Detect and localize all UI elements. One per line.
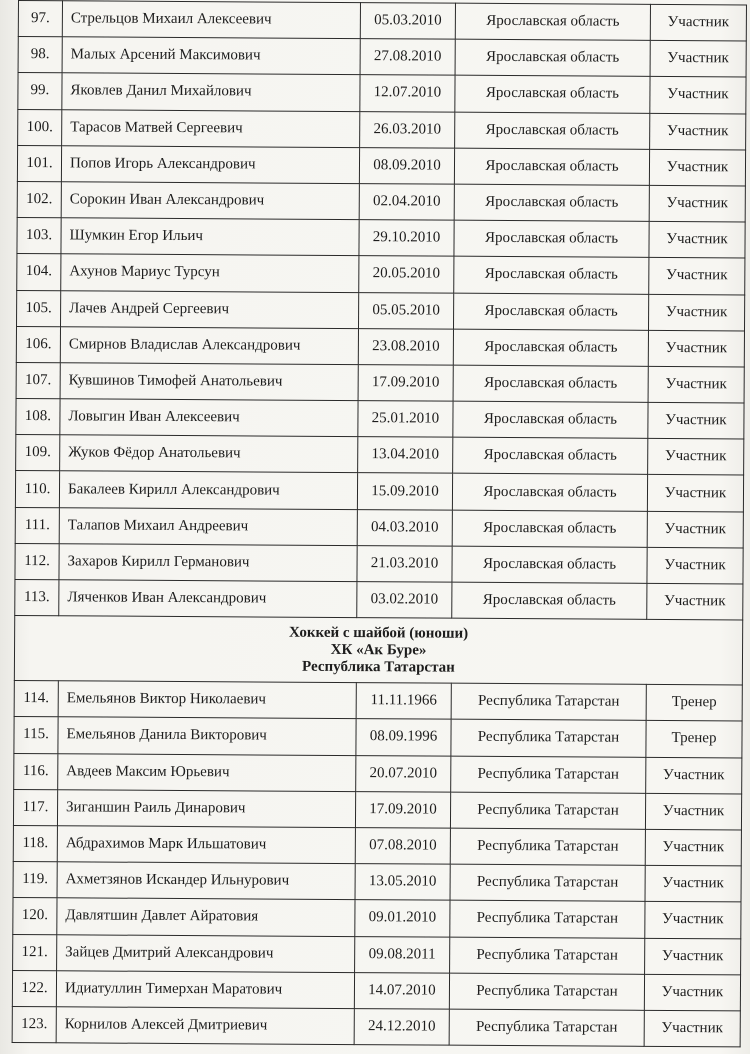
row-number-cell: 100. — [18, 109, 62, 145]
table-row — [14, 717, 742, 758]
birth-date-cell: 17.09.2010 — [358, 364, 453, 401]
role-cell: Участник — [649, 258, 745, 295]
birth-date-cell: 07.08.2010 — [355, 828, 450, 865]
role-cell: Участник — [645, 865, 741, 902]
region-cell: Ярославская область — [453, 329, 648, 366]
birth-date-cell: 29.10.2010 — [359, 220, 454, 257]
role-cell: Участник — [645, 938, 741, 975]
person-name-cell: Бакалеев Кирилл Александрович — [59, 471, 357, 509]
table-row — [13, 934, 741, 975]
person-name-cell: Корнилов Алексей Дмитриевич — [56, 1007, 354, 1045]
region-cell: Ярославская область — [453, 437, 648, 474]
row-number-cell: 109. — [16, 435, 60, 471]
birth-date-cell: 02.04.2010 — [359, 184, 454, 221]
person-name-cell: Емельянов Виктор Николаевич — [58, 681, 356, 719]
table-row — [18, 37, 746, 78]
section-header-row — [14, 616, 742, 685]
person-name-cell: Авдеев Максим Юрьевич — [58, 753, 356, 791]
table-row — [16, 326, 744, 367]
row-number-cell: 104. — [17, 254, 61, 290]
section-line1: Хоккей с шайбой (юноши) — [289, 624, 469, 642]
row-number-cell: 119. — [13, 862, 57, 898]
row-number-cell: 113. — [15, 579, 59, 615]
table-row — [17, 181, 745, 222]
birth-date-cell: 14.07.2010 — [354, 972, 449, 1009]
role-cell: Участник — [648, 294, 744, 331]
role-cell: Участник — [644, 1010, 740, 1047]
region-cell: Ярославская область — [453, 401, 648, 438]
row-number-cell: 118. — [13, 825, 57, 861]
table-row — [13, 789, 741, 830]
role-cell: Участник — [648, 330, 744, 367]
region-cell: Ярославская область — [452, 510, 647, 547]
section-line3: Республика Татарстан — [302, 658, 455, 676]
region-cell: Республика Татарстан — [450, 828, 645, 865]
birth-date-cell: 05.05.2010 — [359, 292, 454, 329]
table-row — [13, 862, 741, 903]
region-cell: Ярославская область — [452, 474, 647, 511]
participants-table-sheet — [12, 0, 748, 1048]
table-row — [18, 109, 746, 150]
table-row — [17, 218, 745, 259]
role-cell: Участник — [650, 113, 746, 150]
person-name-cell: Попов Игорь Александрович — [61, 146, 359, 184]
region-cell: Республика Татарстан — [449, 973, 644, 1010]
birth-date-cell: 24.12.2010 — [354, 1008, 449, 1045]
birth-date-cell: 20.05.2010 — [359, 256, 454, 293]
region-cell: Ярославская область — [455, 76, 650, 113]
birth-date-cell: 12.07.2010 — [360, 75, 455, 112]
person-name-cell: Малых Арсений Максимович — [62, 37, 360, 75]
birth-date-cell: 09.01.2010 — [355, 900, 450, 937]
role-cell: Участник — [645, 829, 741, 866]
role-cell: Участник — [647, 475, 743, 512]
table-row — [16, 362, 744, 403]
row-number-cell: 106. — [16, 326, 60, 362]
row-number-cell: 99. — [18, 73, 62, 109]
role-cell: Участник — [650, 41, 746, 78]
person-name-cell: Лачев Андрей Сергеевич — [61, 290, 359, 328]
role-cell: Участник — [648, 439, 744, 476]
role-cell: Участник — [647, 511, 743, 548]
row-number-cell: 97. — [18, 1, 62, 37]
row-number-cell: 117. — [13, 789, 57, 825]
region-cell: Ярославская область — [454, 148, 649, 185]
birth-date-cell: 25.01.2010 — [358, 401, 453, 438]
birth-date-cell: 04.03.2010 — [357, 509, 452, 546]
role-cell: Участник — [650, 77, 746, 114]
person-name-cell: Идиатуллин Тимерхан Маратович — [56, 970, 354, 1008]
person-name-cell: Кувшинов Тимофей Анатольевич — [60, 363, 358, 401]
table-row — [17, 145, 745, 186]
person-name-cell: Смирнов Владислав Александрович — [60, 326, 358, 364]
row-number-cell: 112. — [15, 543, 59, 579]
person-name-cell: Абдрахимов Марк Ильшатович — [57, 826, 355, 864]
role-cell: Участник — [647, 583, 743, 620]
table-row — [16, 435, 744, 476]
role-cell: Тренер — [646, 685, 742, 722]
row-number-cell: 116. — [14, 753, 58, 789]
section-line2: ХК «Ак Буре» — [330, 641, 427, 659]
person-name-cell: Шумкин Егор Ильич — [61, 218, 359, 256]
birth-date-cell: 08.09.2010 — [359, 147, 454, 184]
birth-date-cell: 13.04.2010 — [358, 437, 453, 474]
participants-table — [12, 0, 747, 1047]
role-cell: Участник — [646, 757, 742, 794]
person-name-cell: Сорокин Иван Александрович — [61, 182, 359, 220]
row-number-cell: 122. — [12, 970, 56, 1006]
person-name-cell: Яковлев Данил Михайлович — [62, 73, 360, 111]
person-name-cell: Стрельцов Михаил Алексеевич — [62, 1, 360, 39]
table-row — [14, 681, 742, 722]
row-number-cell: 121. — [13, 934, 57, 970]
table-row — [14, 753, 742, 794]
region-cell: Ярославская область — [454, 184, 649, 221]
table-row — [15, 507, 743, 548]
region-cell: Республика Татарстан — [449, 1009, 644, 1046]
table-row — [16, 399, 744, 440]
row-number-cell: 123. — [12, 1006, 56, 1042]
table-row — [12, 970, 740, 1011]
participants-table-body — [12, 1, 746, 1047]
region-cell: Ярославская область — [454, 256, 649, 293]
birth-date-cell: 23.08.2010 — [358, 328, 453, 365]
region-cell: Ярославская область — [452, 582, 647, 619]
role-cell: Участник — [648, 402, 744, 439]
region-cell: Ярославская область — [452, 546, 647, 583]
person-name-cell: Зиганшин Раиль Динарович — [57, 790, 355, 828]
row-number-cell: 114. — [14, 681, 58, 717]
region-cell: Республика Татарстан — [451, 756, 646, 793]
table-row — [18, 1, 746, 42]
role-cell: Участник — [645, 902, 741, 939]
role-cell: Участник — [649, 185, 745, 222]
person-name-cell: Тарасов Матвей Сергеевич — [62, 109, 360, 147]
region-cell: Ярославская область — [455, 112, 650, 149]
region-cell: Республика Татарстан — [450, 864, 645, 901]
role-cell: Участник — [648, 366, 744, 403]
region-cell: Ярославская область — [453, 365, 648, 402]
birth-date-cell: 13.05.2010 — [355, 864, 450, 901]
person-name-cell: Талапов Михаил Андреевич — [59, 507, 357, 545]
row-number-cell: 111. — [15, 507, 59, 543]
birth-date-cell: 15.09.2010 — [357, 473, 452, 510]
row-number-cell: 105. — [17, 290, 61, 326]
row-number-cell: 120. — [13, 898, 57, 934]
row-number-cell: 101. — [17, 145, 61, 181]
birth-date-cell: 11.11.1966 — [356, 683, 451, 720]
person-name-cell: Ляченков Иван Александрович — [59, 580, 357, 618]
person-name-cell: Захаров Кирилл Германович — [59, 544, 357, 582]
person-name-cell: Емельянов Данила Викторович — [58, 717, 356, 755]
person-name-cell: Ахунов Мариус Турсун — [61, 254, 359, 292]
table-row — [13, 898, 741, 939]
birth-date-cell: 20.07.2010 — [356, 755, 451, 792]
region-cell: Ярославская область — [455, 3, 650, 40]
table-row — [15, 543, 743, 584]
table-row — [15, 471, 743, 512]
person-name-cell: Ловыгин Иван Алексеевич — [60, 399, 358, 437]
table-row — [15, 579, 743, 620]
row-number-cell: 107. — [16, 362, 60, 398]
birth-date-cell: 08.09.1996 — [356, 719, 451, 756]
role-cell: Участник — [644, 974, 740, 1011]
role-cell: Участник — [649, 149, 745, 186]
person-name-cell: Ахметзянов Искандер Ильнурович — [57, 862, 355, 900]
table-row — [17, 254, 745, 295]
region-cell: Республика Татарстан — [450, 900, 645, 937]
birth-date-cell: 05.03.2010 — [360, 3, 455, 40]
person-name-cell: Давлятшин Давлет Айратовия — [57, 898, 355, 936]
row-number-cell: 115. — [14, 717, 58, 753]
region-cell: Ярославская область — [455, 39, 650, 76]
table-row — [13, 825, 741, 866]
row-number-cell: 98. — [18, 37, 62, 73]
birth-date-cell: 21.03.2010 — [357, 545, 452, 582]
region-cell: Ярославская область — [454, 220, 649, 257]
region-cell: Республика Татарстан — [450, 937, 645, 974]
row-number-cell: 108. — [16, 399, 60, 435]
region-cell: Республика Татарстан — [451, 720, 646, 757]
region-cell: Республика Татарстан — [451, 683, 646, 720]
role-cell: Участник — [647, 547, 743, 584]
role-cell: Участник — [650, 4, 746, 41]
section-header-cell — [14, 616, 742, 685]
birth-date-cell: 03.02.2010 — [357, 582, 452, 619]
table-row — [18, 73, 746, 114]
birth-date-cell: 27.08.2010 — [360, 39, 455, 76]
role-cell: Тренер — [646, 721, 742, 758]
birth-date-cell: 09.08.2011 — [355, 936, 450, 973]
role-cell: Участник — [645, 793, 741, 830]
person-name-cell: Жуков Фёдор Анатольевич — [60, 435, 358, 473]
table-row — [12, 1006, 740, 1047]
region-cell: Республика Татарстан — [450, 792, 645, 829]
row-number-cell: 103. — [17, 218, 61, 254]
role-cell: Участник — [649, 221, 745, 258]
birth-date-cell: 17.09.2010 — [355, 791, 450, 828]
row-number-cell: 102. — [17, 181, 61, 217]
row-number-cell: 110. — [15, 471, 59, 507]
birth-date-cell: 26.03.2010 — [360, 111, 455, 148]
person-name-cell: Зайцев Дмитрий Александрович — [57, 934, 355, 972]
region-cell: Ярославская область — [453, 293, 648, 330]
table-row — [17, 290, 745, 331]
